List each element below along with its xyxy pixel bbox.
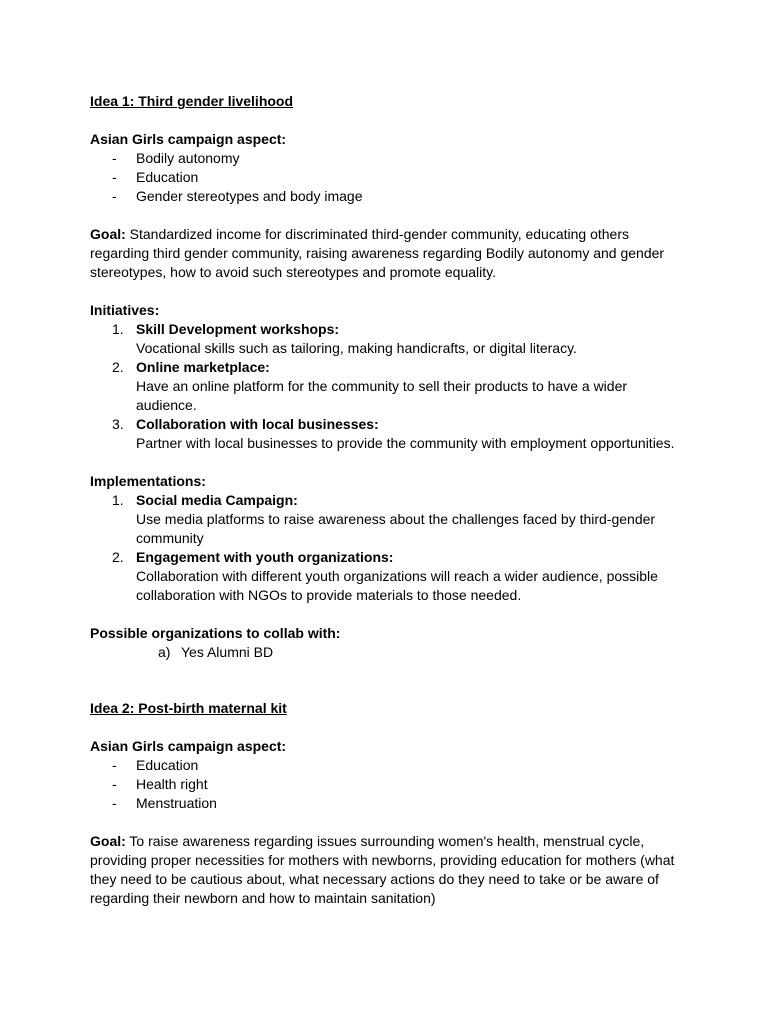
list-item [90, 756, 680, 775]
idea1-aspect-heading: Asian Girls campaign aspect: [90, 131, 287, 147]
dash-marker: - [112, 169, 117, 185]
initiative-text: Vocational skills such as tailoring, making handicrafts, or digital literacy. [136, 340, 577, 356]
list-number: 1. [112, 321, 124, 337]
dash-marker: - [112, 776, 117, 792]
org-text: Yes Alumni BD [181, 644, 274, 660]
list-item [90, 643, 680, 662]
list-number: 1. [112, 492, 124, 508]
list-item [90, 187, 680, 206]
goal-label: Goal: [90, 833, 126, 849]
idea2-aspect-list [90, 756, 680, 813]
list-item [90, 168, 680, 187]
dash-marker: - [112, 150, 117, 166]
initiative-text: Partner with local businesses to provide the community with employment opportunities. [136, 435, 675, 451]
implementation-title: Engagement with youth organizations: [136, 549, 394, 565]
idea1-initiatives-heading: Initiatives: [90, 302, 160, 318]
idea1-initiatives-list [90, 320, 680, 453]
dash-marker: - [112, 795, 117, 811]
idea2-title: Idea 2: Post-birth maternal kit [90, 700, 287, 716]
goal-label: Goal: [90, 226, 126, 242]
goal-text: To raise awareness regarding issues surrounding women's health, menstrual cycle, providing proper necessities for mothers with newborns, providing education for mothers (what they need to be cautious about, what necessary actions do they need to take or be aware of regarding their newborn and how to maintain sanitation) [90, 833, 675, 906]
dash-marker: - [112, 188, 117, 204]
aspect-text: Gender stereotypes and body image [136, 188, 363, 204]
idea1-title: Idea 1: Third gender livelihood [90, 93, 294, 109]
list-item [90, 149, 680, 168]
list-item [90, 415, 680, 453]
idea2-goal [90, 832, 680, 908]
list-item [90, 491, 680, 548]
initiative-title: Skill Development workshops: [136, 321, 340, 337]
aspect-text: Menstruation [136, 795, 217, 811]
list-number: 2. [112, 359, 124, 375]
goal-text: Standardized income for discriminated third-gender community, educating others regarding third gender community, raising awareness regarding Bodily autonomy and gender stereotypes, how to avoid such stereotypes and promote equality. [90, 226, 665, 280]
idea1-aspect-list [90, 149, 680, 206]
idea2-aspect-heading: Asian Girls campaign aspect: [90, 738, 287, 754]
idea1-goal [90, 225, 680, 282]
aspect-text: Bodily autonomy [136, 150, 240, 166]
idea1-implementations-heading: Implementations: [90, 473, 206, 489]
initiative-text: Have an online platform for the community to sell their products to have a wider audience. [136, 378, 628, 413]
aspect-text: Education [136, 169, 199, 185]
list-item [90, 775, 680, 794]
dash-marker: - [112, 757, 117, 773]
document-content [90, 92, 680, 908]
idea1-orgs-heading: Possible organizations to collab with: [90, 625, 341, 641]
list-item [90, 548, 680, 605]
initiative-title: Online marketplace: [136, 359, 270, 375]
implementation-text: Use media platforms to raise awareness about the challenges faced by third-gender community [136, 511, 656, 546]
idea1-implementations-list [90, 491, 680, 605]
list-item [90, 794, 680, 813]
implementation-text: Collaboration with different youth organizations will reach a wider audience, possible collaboration with NGOs to provide materials to those needed. [136, 568, 658, 603]
idea1-orgs-list [90, 643, 680, 662]
list-letter: a) [158, 644, 171, 660]
list-number: 2. [112, 549, 124, 565]
aspect-text: Health right [136, 776, 208, 792]
aspect-text: Education [136, 757, 199, 773]
list-item [90, 358, 680, 415]
implementation-title: Social media Campaign: [136, 492, 298, 508]
list-number: 3. [112, 416, 124, 432]
list-item [90, 320, 680, 358]
initiative-title: Collaboration with local businesses: [136, 416, 379, 432]
